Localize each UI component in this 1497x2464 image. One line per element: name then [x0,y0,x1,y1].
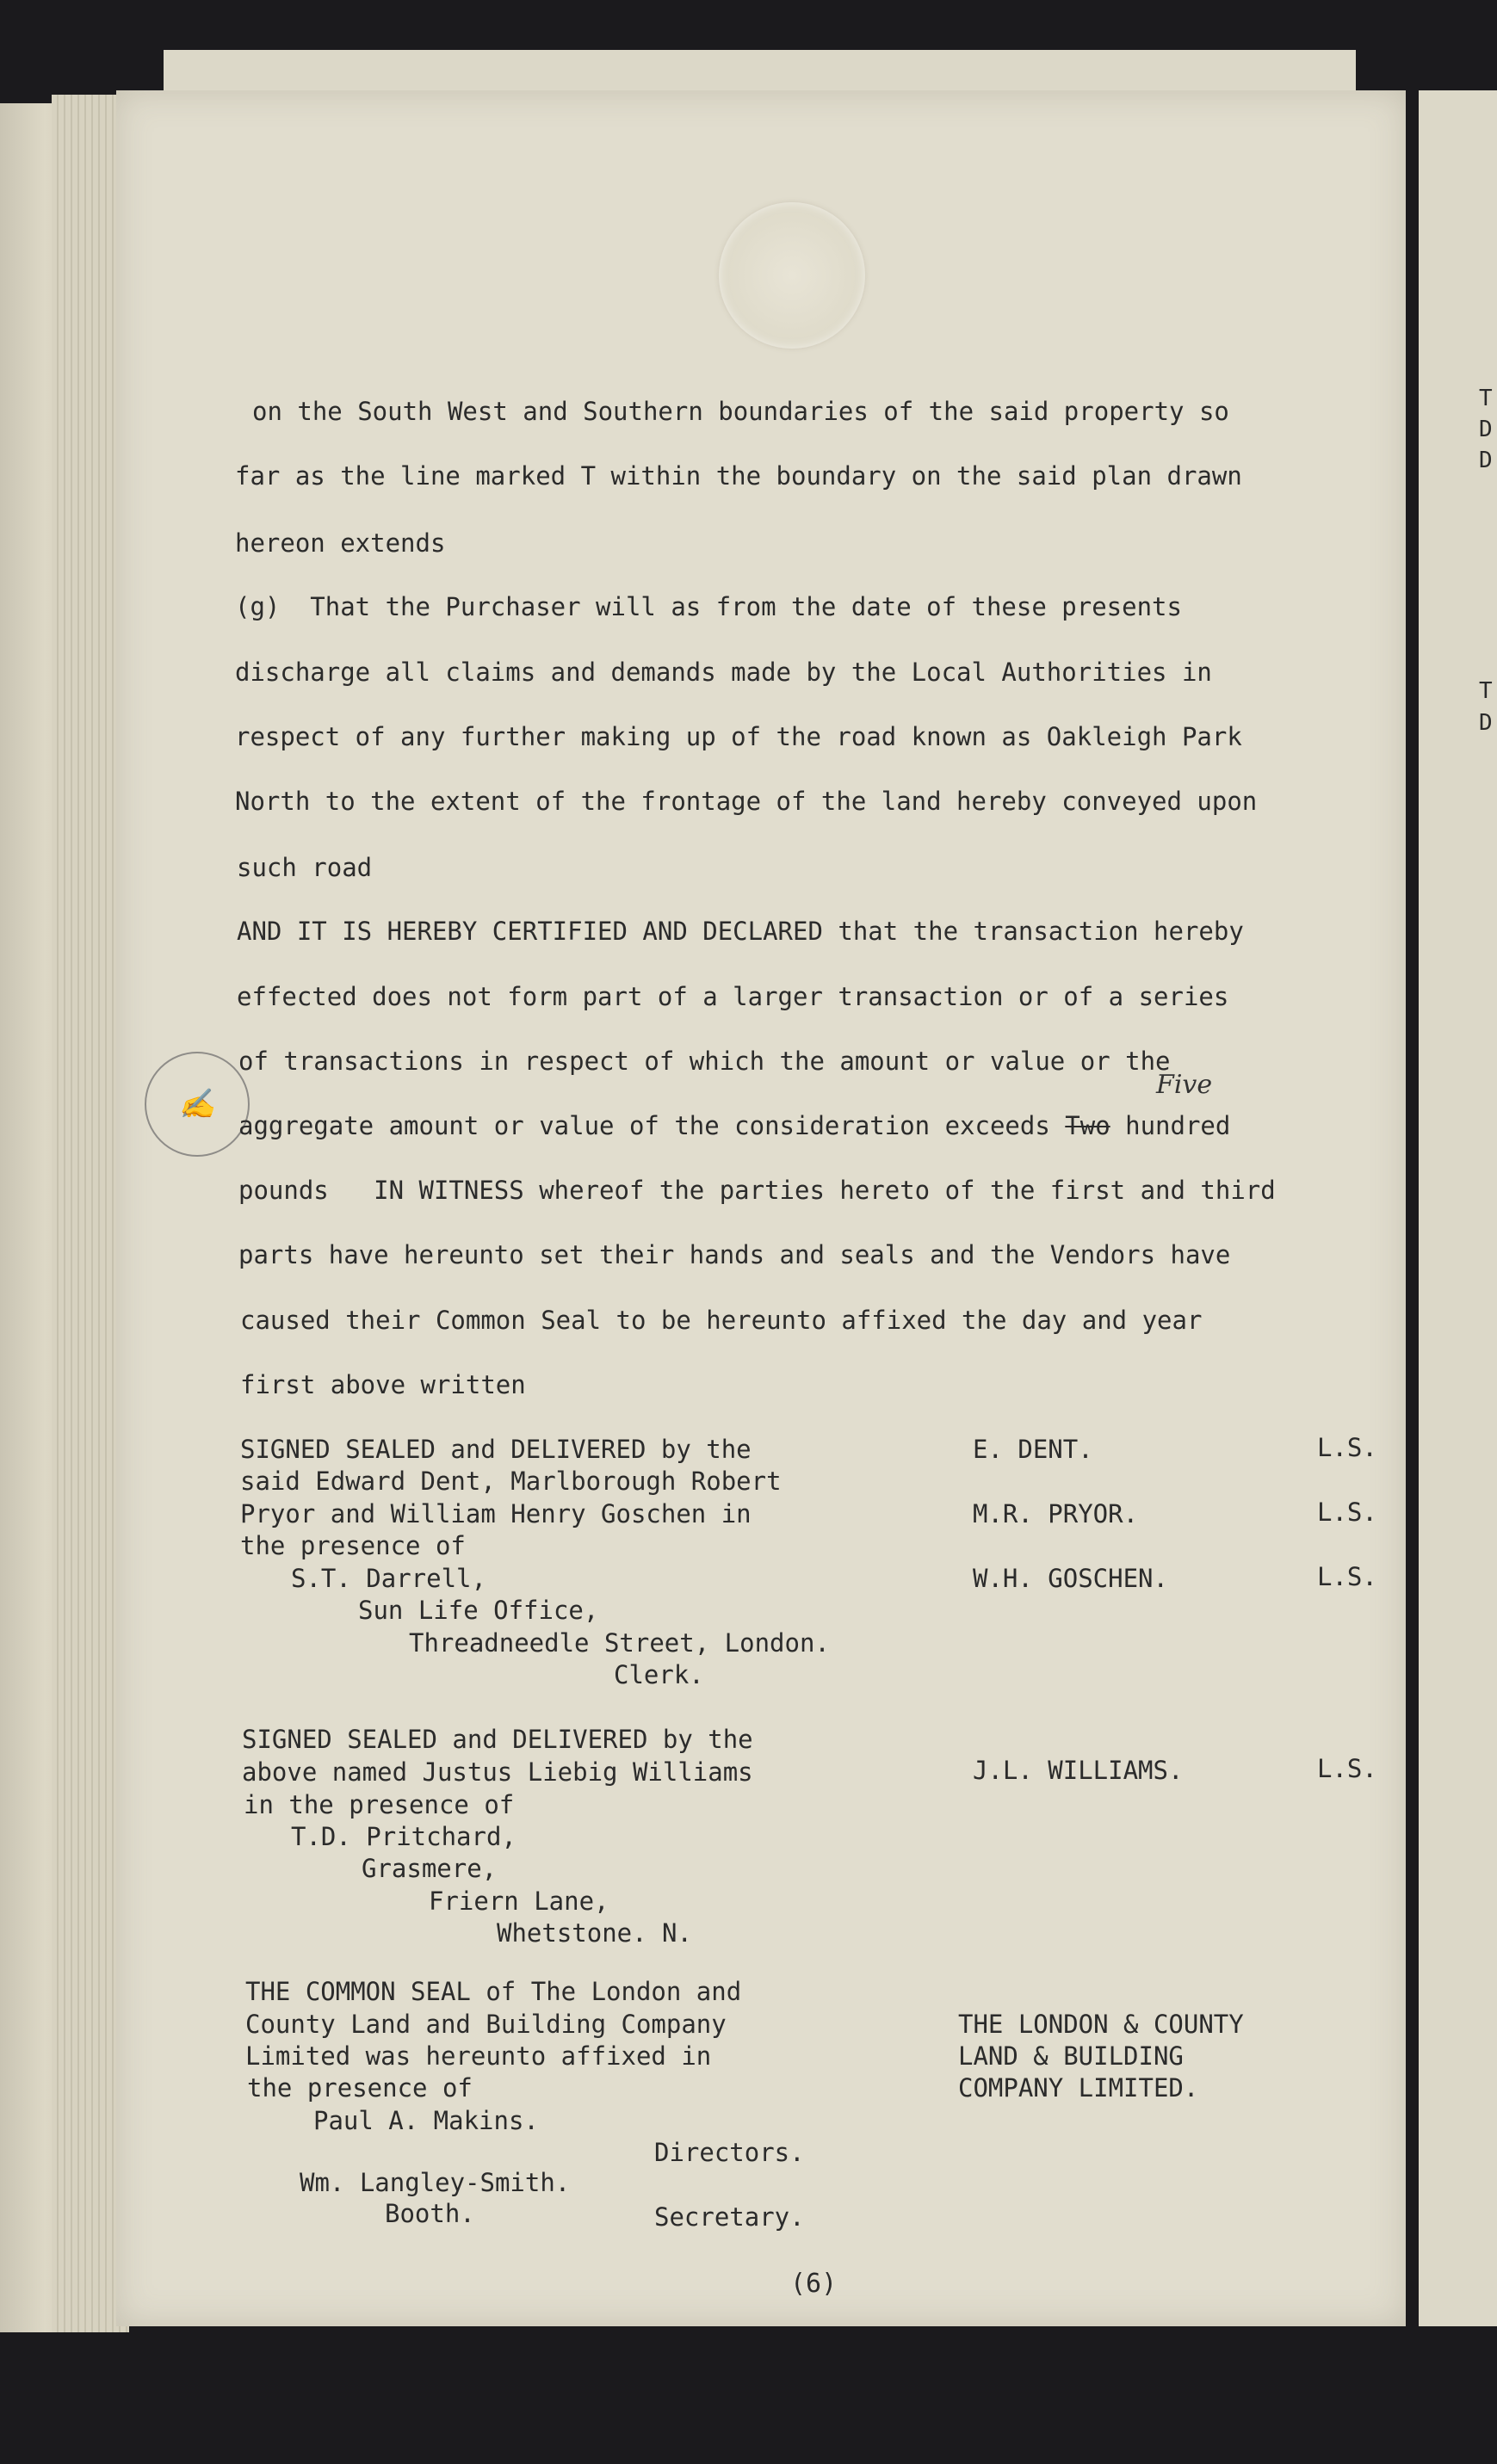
witness-line: parts have hereunto set their hands and seals and the Vendors have [238,1240,1231,1269]
body-line: (g) That the Purchaser will as from the date of these presents [235,592,1182,621]
witness-address: Sun Life Office, [358,1596,599,1625]
aggregate-text: hundred [1110,1111,1231,1140]
company-name-line: COMPANY LIMITED. [958,2073,1199,2103]
director-name: Wm. Langley-Smith. [300,2168,571,2197]
common-seal-line: Limited was hereunto affixed in [245,2041,712,2071]
attestation-line: SIGNED SEALED and DELIVERED by the [242,1725,753,1754]
next-page-letter: D [1479,448,1493,473]
secretary-label: Secretary. [654,2202,805,2232]
attestation-line: Pryor and William Henry Goschen in [240,1499,752,1528]
directors-label: Directors. [654,2138,805,2167]
body-line: such road [237,853,373,882]
signer-name: W.H. GOSCHEN. [973,1564,1168,1593]
attestation-line: in the presence of [244,1790,515,1819]
witness-address: Threadneedle Street, London. [409,1628,830,1658]
body-line: effected does not form part of a larger transaction or of a series [237,982,1229,1011]
witness-name: S.T. Darrell, [291,1564,486,1593]
common-seal-line: the presence of [247,2073,473,2103]
witness-address: Friern Lane, [429,1887,609,1916]
company-name-line: LAND & BUILDING [958,2041,1184,2071]
signer-name: E. DENT. [973,1435,1093,1464]
witness-name: T.D. Pritchard, [291,1822,517,1851]
body-line: on the South West and Southern boundaries of the said property so [252,397,1229,426]
next-page-edge [1419,90,1497,2326]
secretary-name: Booth. [385,2199,475,2228]
body-line: discharge all claims and demands made by the Local Authorities in [235,658,1212,687]
seal-mark-ls: L.S. [1317,1498,1377,1527]
witness-line: first above written [240,1370,526,1399]
witness-line: caused their Common Seal to be hereunto affixed the day and year [240,1306,1203,1335]
body-line: hereon extends [235,528,446,558]
aggregate-text: aggregate amount or value of the consideration exceeds [238,1111,1066,1140]
director-name: Paul A. Makins. [313,2106,539,2135]
common-seal-line: County Land and Building Company [245,2010,727,2039]
next-page-letter: D [1479,710,1493,736]
body-line: respect of any further making up of the road known as Oakleigh Park [235,722,1242,751]
body-line: AND IT IS HEREBY CERTIFIED AND DECLARED that the transaction hereby [237,917,1244,946]
attestation-line: SIGNED SEALED and DELIVERED by the [240,1435,752,1464]
initials-stamp-icon: ✍ [145,1052,250,1157]
next-page-letter: T [1479,386,1493,411]
struck-word: Two [1065,1111,1110,1140]
next-page-letter: D [1479,417,1493,442]
signer-name: M.R. PRYOR. [973,1499,1139,1528]
body-line: of transactions in respect of which the amount or value or the [238,1047,1171,1076]
seal-mark-ls: L.S. [1317,1562,1377,1591]
attestation-line: above named Justus Liebig Williams [242,1757,753,1787]
witness-address: Grasmere, [362,1854,498,1883]
body-line: far as the line marked T within the boundary on the said plan drawn [235,461,1242,491]
attestation-line: the presence of [240,1531,466,1560]
embossed-seal-icon [719,202,865,349]
next-page-letter: T [1479,678,1493,704]
witness-occupation: Clerk. [614,1660,704,1689]
common-seal-line: THE COMMON SEAL of The London and [245,1977,742,2006]
handwritten-correction: Five [1156,1070,1213,1100]
aggregate-line [238,1111,1231,1140]
seal-mark-ls: L.S. [1317,1754,1377,1783]
witness-address: Whetstone. N. [497,1918,692,1948]
seal-mark-ls: L.S. [1317,1433,1377,1462]
body-line: North to the extent of the frontage of the land hereby conveyed upon [235,787,1258,816]
attestation-line: said Edward Dent, Marlborough Robert [240,1467,782,1496]
signer-name: J.L. WILLIAMS. [973,1756,1184,1785]
page-number: (6) [790,2269,838,2299]
witness-line: pounds IN WITNESS whereof the parties hereto of the first and third [238,1176,1276,1205]
company-name-line: THE LONDON & COUNTY [958,2010,1244,2039]
